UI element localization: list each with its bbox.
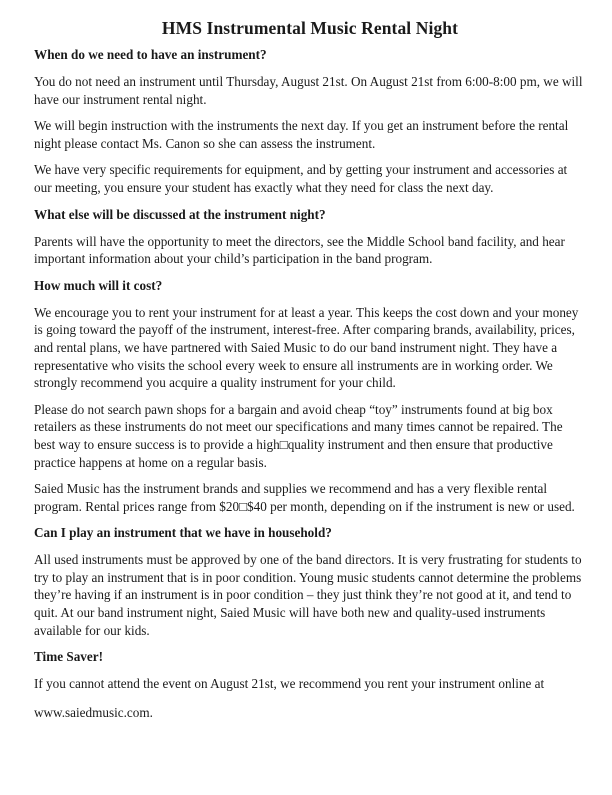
section-heading-household: Can I play an instrument that we have in household? — [34, 525, 332, 541]
website-link[interactable]: www.saiedmusic.com. — [34, 704, 153, 720]
paragraph: Please do not search pawn shops for a bargain and avoid cheap “toy” instruments found at big box retailers as these instruments do not meet our specifications and many times cannot be repaired. The best way to ensure success is to provide a high□quality instrument and then ensure that productive practice happens at home on a regular basis. — [34, 401, 563, 470]
section-heading-when: When do we need to have an instrument? — [34, 47, 267, 62]
paragraph: All used instruments must be approved by one of the band directors. It is very frustrating for students to try to play an instrument that is in poor condition. Young music students cannot determine the problems they’re having if an instrument is in poor condition – they just think they’re not good at it, and tend to quit. At our band instrument night, Saied Music will have both new and quality-used instruments available for our kids. — [34, 552, 582, 638]
paragraph: We encourage you to rent your instrument for at least a year. This keeps the cost down and your money is going toward the payoff of the instrument, interest-free. After comparing brands, availability, prices, and rental plans, we have partnered with Saied Music to do our band instrument night. They have a representative who visits the school every week to ensure all instruments are in working order. We strongly recommend you acquire a quality instrument for your child. — [34, 304, 579, 391]
paragraph: We have very specific requirements for equipment, and by getting your instrument and accessories at our meeting, you ensure your student has exactly what they need for class the next day. — [34, 162, 568, 195]
section-heading-time-saver: Time Saver! — [34, 649, 103, 665]
paragraph: If you cannot attend the event on August 21st, we recommend you rent your instrument online at — [34, 676, 545, 692]
section-heading-discussed: What else will be discussed at the instrument night? — [34, 206, 326, 222]
document-title: HMS Instrumental Music Rental Night — [161, 18, 459, 38]
paragraph: Parents will have the opportunity to meet the directors, see the Middle School band facility, and hear important information about your child’s participation in the band program. — [34, 233, 565, 267]
section-heading-cost: How much will it cost? — [34, 277, 163, 293]
document-page — [34, 18, 586, 721]
paragraph: Saied Music has the instrument brands and supplies we recommend and has a very flexible rental program. Rental prices range from $20□$40 per month, depending on if the instrument is new or used. — [34, 481, 575, 514]
paragraph: You do not need an instrument until Thursday, August 21st. On August 21st from 6:00-8:00 pm, we will have our instrument rental night. — [34, 74, 583, 107]
paragraph: We will begin instruction with the instruments the next day. If you get an instrument before the rental night please contact Ms. Canon so she can assess the instrument. — [34, 118, 569, 151]
